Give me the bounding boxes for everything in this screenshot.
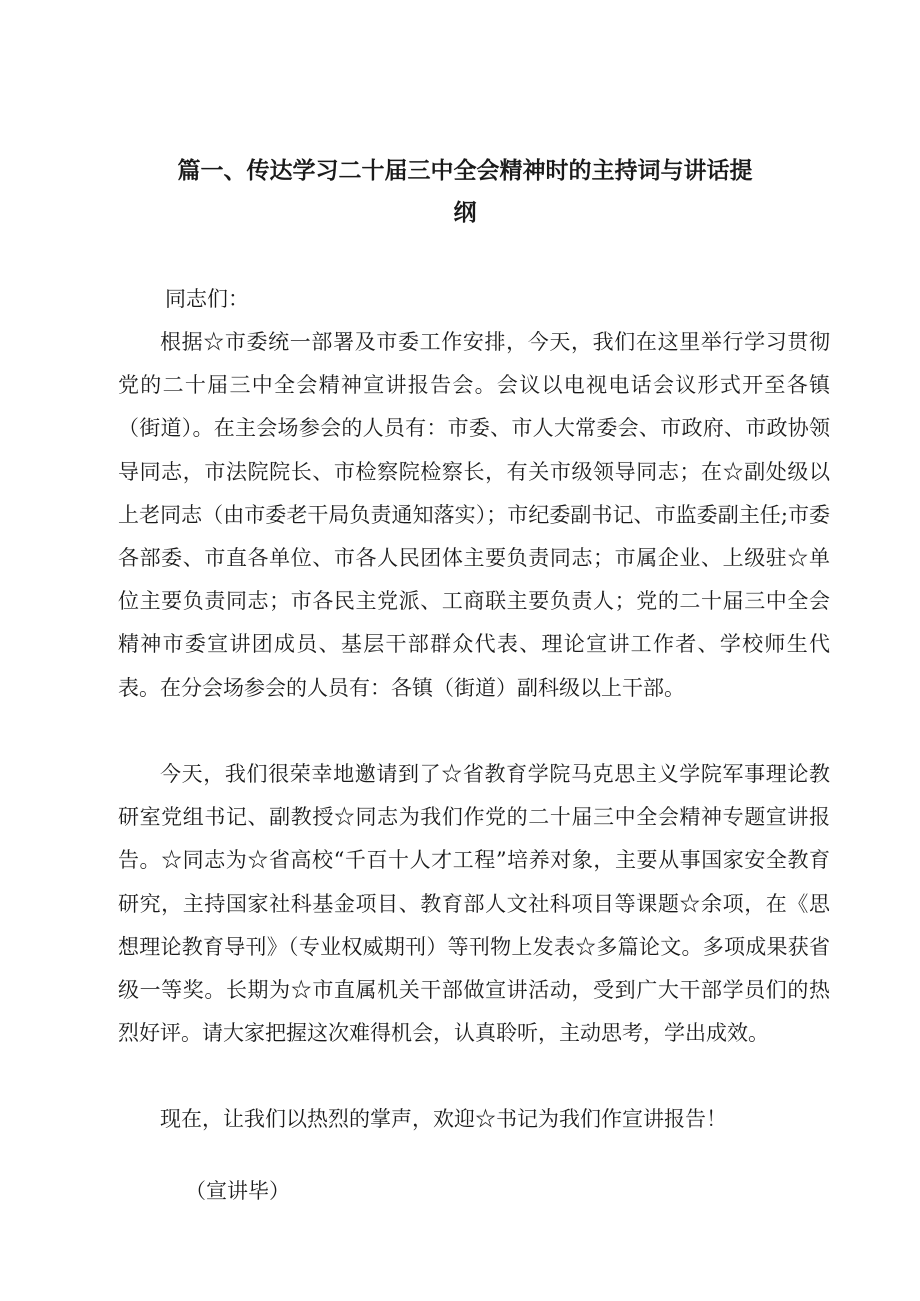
paragraph-welcome: 现在，让我们以热烈的掌声，欢迎☆书记为我们作宣讲报告！ [160,1107,727,1131]
salutation: 同志们： [165,287,249,311]
document-title-line-1: 篇一、传达学习二十届三中全会精神时的主持词与讲话提 [177,158,753,184]
closing-note: （宣讲毕） [185,1179,290,1203]
paragraph-meeting-intro: 根据☆市委统一部署及市委工作安排，今天，我们在这里举行学习贯彻党的二十届三中全会精神宣讲报告会。会议以电视电话会议形式开至各镇（街道）。在主会场参会的人员有：市委、市人大常委会、市政府、市政协领导同志，市法院院长、市检察院检察长，有关市级领导同志；在☆副处级以上老同志（由市委老干局负责通知落实）；市纪委副书记、市监委副主任;市委各部委、市直各单位、市各人民团体主要负责同志；市属企业、上级驻☆单位主要负责同志；市各民主党派、工商联主要负责人；党的二十届三中全会精神市委宣讲团成员、基层干部群众代表、理论宣讲工作者、学校师生代表。在分会场参会的人员有：各镇（街道）副科级以上干部。 [118,330,830,700]
paragraph-speaker-intro: 今天，我们很荣幸地邀请到了☆省教育学院马克思主义学院军事理论教研室党组书记、副教授☆同志为我们作党的二十届三中全会精神专题宣讲报告。☆同志为☆省高校“千百十人才工程”培养对象，主要从事国家安全教育研究，主持国家社科基金项目、教育部人文社科项目等课题☆余项，在《思想理论教育导刊》（专业权威期刊）等刊物上发表☆多篇论文。多项成果获省级一等奖。长期为☆市直属机关干部做宣讲活动，受到广大干部学员们的热烈好评。请大家把握这次难得机会，认真聆听，主动思考，学出成效。 [118,762,830,1046]
document-title-line-2: 纲 [453,200,477,226]
